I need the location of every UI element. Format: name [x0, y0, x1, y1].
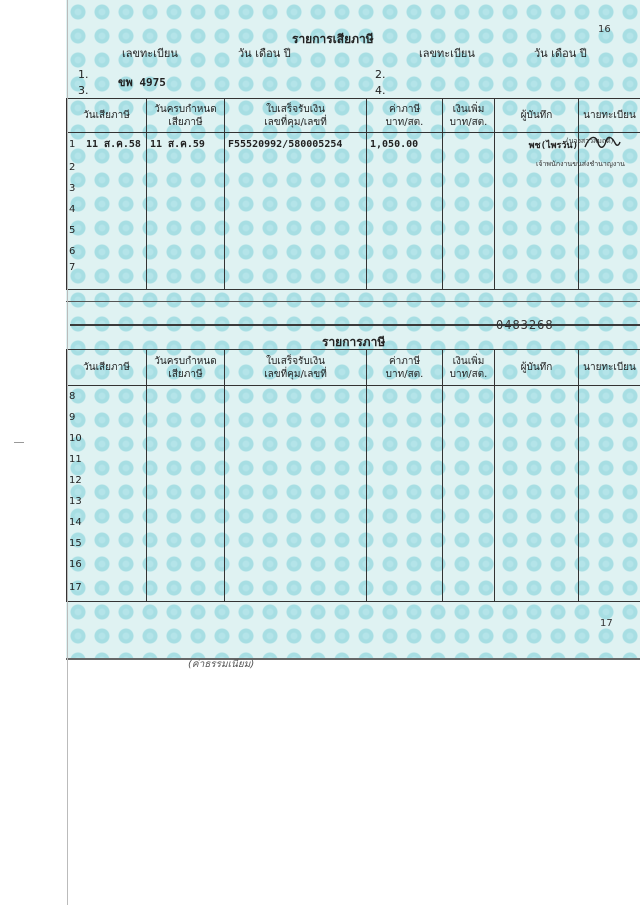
table-row: 7	[67, 262, 640, 290]
header-registrar: นายทะเบียน	[579, 99, 640, 133]
table-row: 16	[67, 554, 640, 575]
page-number-top: 16	[598, 24, 611, 35]
sheet-left-edge	[67, 0, 68, 905]
table-row: 11	[67, 449, 640, 470]
due-date-value: 11 ส.ค.59	[150, 139, 205, 151]
plate-label-right: เลขทะเบียน	[419, 47, 475, 60]
slot-3: 3.	[78, 84, 89, 97]
table-row: 4	[67, 199, 640, 220]
plate-number-value: ขพ 4975	[118, 76, 166, 89]
section-title-tax-payment: รายการเสียภาษี	[292, 32, 374, 46]
header-surcharge: เงินเพิ่ม บาท/สต.	[443, 99, 495, 133]
serial-number: 0483268	[496, 318, 554, 332]
table-row: 1 11 ส.ค.58 11 ส.ค.59 F55520992/580005254 1,050.00 พช(ไพรวัน)	[67, 133, 640, 157]
registrar-signature	[582, 133, 622, 153]
slot-4: 4.	[375, 84, 386, 97]
header-receipt: ใบเสร็จรับเงิน เลขที่คุม/เลขที่	[225, 99, 367, 133]
table-row: 2	[67, 157, 640, 178]
table-row: 14	[67, 512, 640, 533]
table-row: 3	[67, 178, 640, 199]
table-row: 17	[67, 575, 640, 601]
table-row: 12	[67, 470, 640, 491]
stray-mark	[14, 442, 24, 443]
header-tax: ค่าภาษี บาท/สต.	[367, 99, 443, 133]
seam-line	[66, 301, 640, 302]
recorder-value: พช(ไพรวัน)	[528, 140, 578, 151]
table-row: 9	[67, 407, 640, 428]
table-row: 5	[67, 220, 640, 241]
header-recorder: ผู้บันทึก	[495, 99, 579, 133]
header-receipt: ใบเสร็จรับเงิน เลขที่คุม/เลขที่	[225, 350, 367, 386]
tax-payment-table-2	[66, 349, 640, 602]
header-paid-date: วันเสียภาษี	[67, 99, 147, 133]
table-row: 8	[67, 386, 640, 408]
sheet-bottom-edge	[66, 658, 640, 660]
tax-value: 1,050.00	[370, 139, 419, 151]
header-due-date: วันครบกำหนด เสียภาษี	[147, 350, 225, 386]
table-row: 13	[67, 491, 640, 512]
table-row: 15	[67, 533, 640, 554]
slot-2: 2.	[375, 68, 386, 81]
date-label-right: วัน เดือน ปี	[534, 47, 587, 60]
header-due-date: วันครบกำหนด เสียภาษี	[147, 99, 225, 133]
header-paid-date: วันเสียภาษี	[67, 350, 147, 386]
registrar-name: (นางสาวสมฤดี)	[566, 137, 614, 145]
date-label-left: วัน เดือน ปี	[238, 47, 291, 60]
page-number-bottom: 17	[600, 618, 613, 629]
table-row: 6	[67, 241, 640, 262]
bottom-scrawl: (ค่าธรรมเนียม)	[188, 659, 255, 670]
header-tax: ค่าภาษี บาท/สต.	[367, 350, 443, 386]
scan-edge	[70, 324, 640, 326]
paid-date-value: 11 ส.ค.58	[86, 139, 141, 151]
plate-label-left: เลขทะเบียน	[122, 47, 178, 60]
header-surcharge: เงินเพิ่ม บาท/สต.	[443, 350, 495, 386]
registrar-title: เจ้าพนักงานขนส่งชำนาญงาน	[536, 160, 625, 168]
header-recorder: ผู้บันทึก	[495, 350, 579, 386]
tax-payment-table-1	[66, 98, 640, 290]
section-title-tax: รายการภาษี	[322, 335, 386, 349]
table-row: 10	[67, 428, 640, 449]
slot-1: 1.	[78, 68, 89, 81]
receipt-value: F55520992/580005254	[228, 139, 343, 151]
header-registrar: นายทะเบียน	[579, 350, 640, 386]
